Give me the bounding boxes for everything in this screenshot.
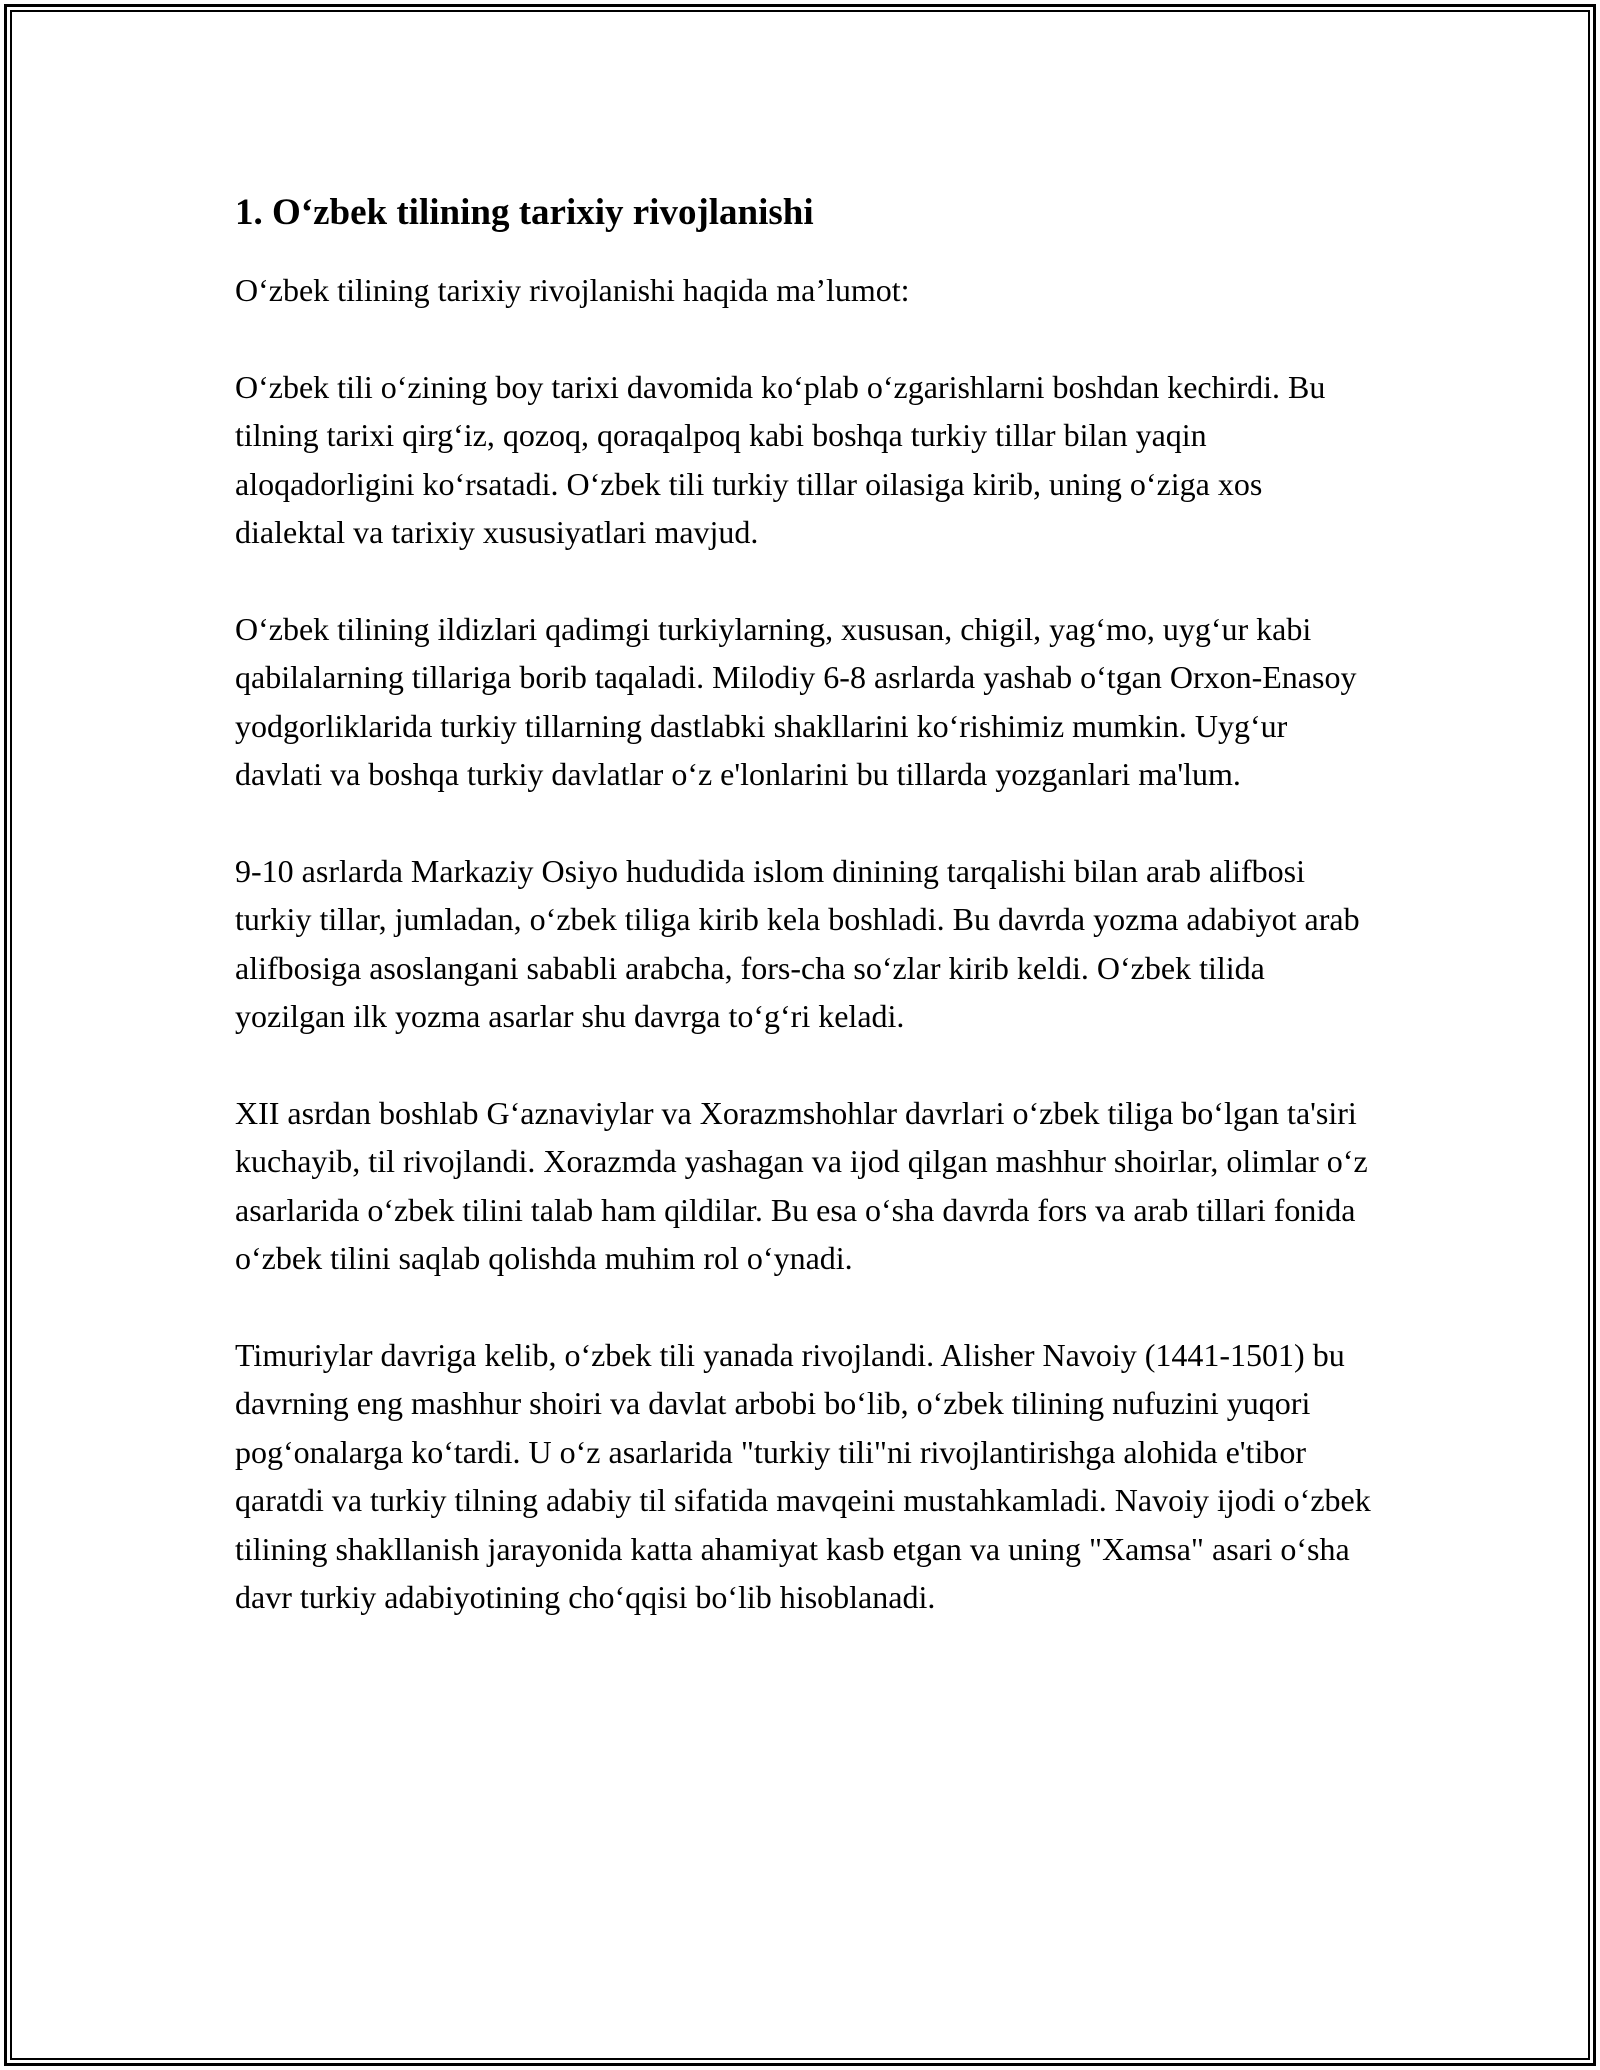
paragraph-ghaznavids: XII asrdan boshlab G‘aznaviylar va Xorazmshohlar davrlari o‘zbek tiliga bo‘lgan ta'siri kuchayib, til rivojlandi. Xorazmda yashagan va ijod qilgan mashhur shoirlar, olimlar o‘z asarlarida o‘zbek tilini talab ham qildilar. Bu esa o‘sha davrda fors va arab tillari fonida o‘zbek tilini saqlab qolishda muhim rol o‘ynadi. <box>235 1094 1368 1276</box>
paragraph-arabic-script: 9-10 asrlarda Markaziy Osiyo hududida islom dinining tarqalishi bilan arab alifbosi turkiy tillar, jumladan, o‘zbek tiliga kirib kela boshladi. Bu davrda yozma adabiyot arab alifbosiga asoslangani sababli arabcha, fors-cha so‘zlar kirib keldi. O‘zbek tilida yozilgan ilk yozma asarlar shu davrga to‘g‘ri keladi. <box>235 852 1360 1034</box>
section-heading: 1. O‘zbek tilining tarixiy rivojlanishi <box>235 192 814 233</box>
paragraph-overview: O‘zbek tili o‘zining boy tarixi davomida ko‘plab o‘zgarishlarni boshdan kechirdi. Bu tilning tarixi qirg‘iz, qozoq, qoraqalpoq kabi boshqa turkiy tillar bilan yaqin aloqadorligini ko‘rsatadi. O‘zbek tili turkiy tillar oilasiga kirib, uning o‘ziga xos dialektal va tarixiy xususiyatlari mavjud. <box>235 368 1326 550</box>
paragraph-roots: O‘zbek tilining ildizlari qadimgi turkiylarning, xususan, chigil, yag‘mo, uyg‘ur kabi qabilalarning tillariga borib taqaladi. Milodiy 6-8 asrlarda yashab o‘tgan Orxon-Enasoy yodgorliklarida turkiy tillarning dastlabki shakllarini ko‘rishimiz mumkin. Uyg‘ur davlati va boshqa turkiy davlatlar o‘z e'lonlarini bu tillarda yozganlari ma'lum. <box>235 610 1357 792</box>
document-body <box>235 186 1375 1670</box>
intro-paragraph: O‘zbek tilining tarixiy rivojlanishi haqida ma’lumot: <box>235 272 910 308</box>
paragraph-timurids: Timuriylar davriga kelib, o‘zbek tili yanada rivojlandi. Alisher Navoiy (1441-1501) bu davrning eng mashhur shoiri va davlat arbobi bo‘lib, o‘zbek tilining nufuzini yuqori pog‘onalarga ko‘tardi. U o‘z asarlarida "turkiy tili"ni rivojlantirishga alohida e'tibor qaratdi va turkiy tilning adabiy til sifatida mavqeini mustahkamladi. Navoiy ijodi o‘zbek tilining shakllanish jarayonida katta ahamiyat kasb etgan va uning "Xamsa" asari o‘sha davr turkiy adabiyotining cho‘qqisi bo‘lib hisoblanadi. <box>235 1336 1371 1615</box>
